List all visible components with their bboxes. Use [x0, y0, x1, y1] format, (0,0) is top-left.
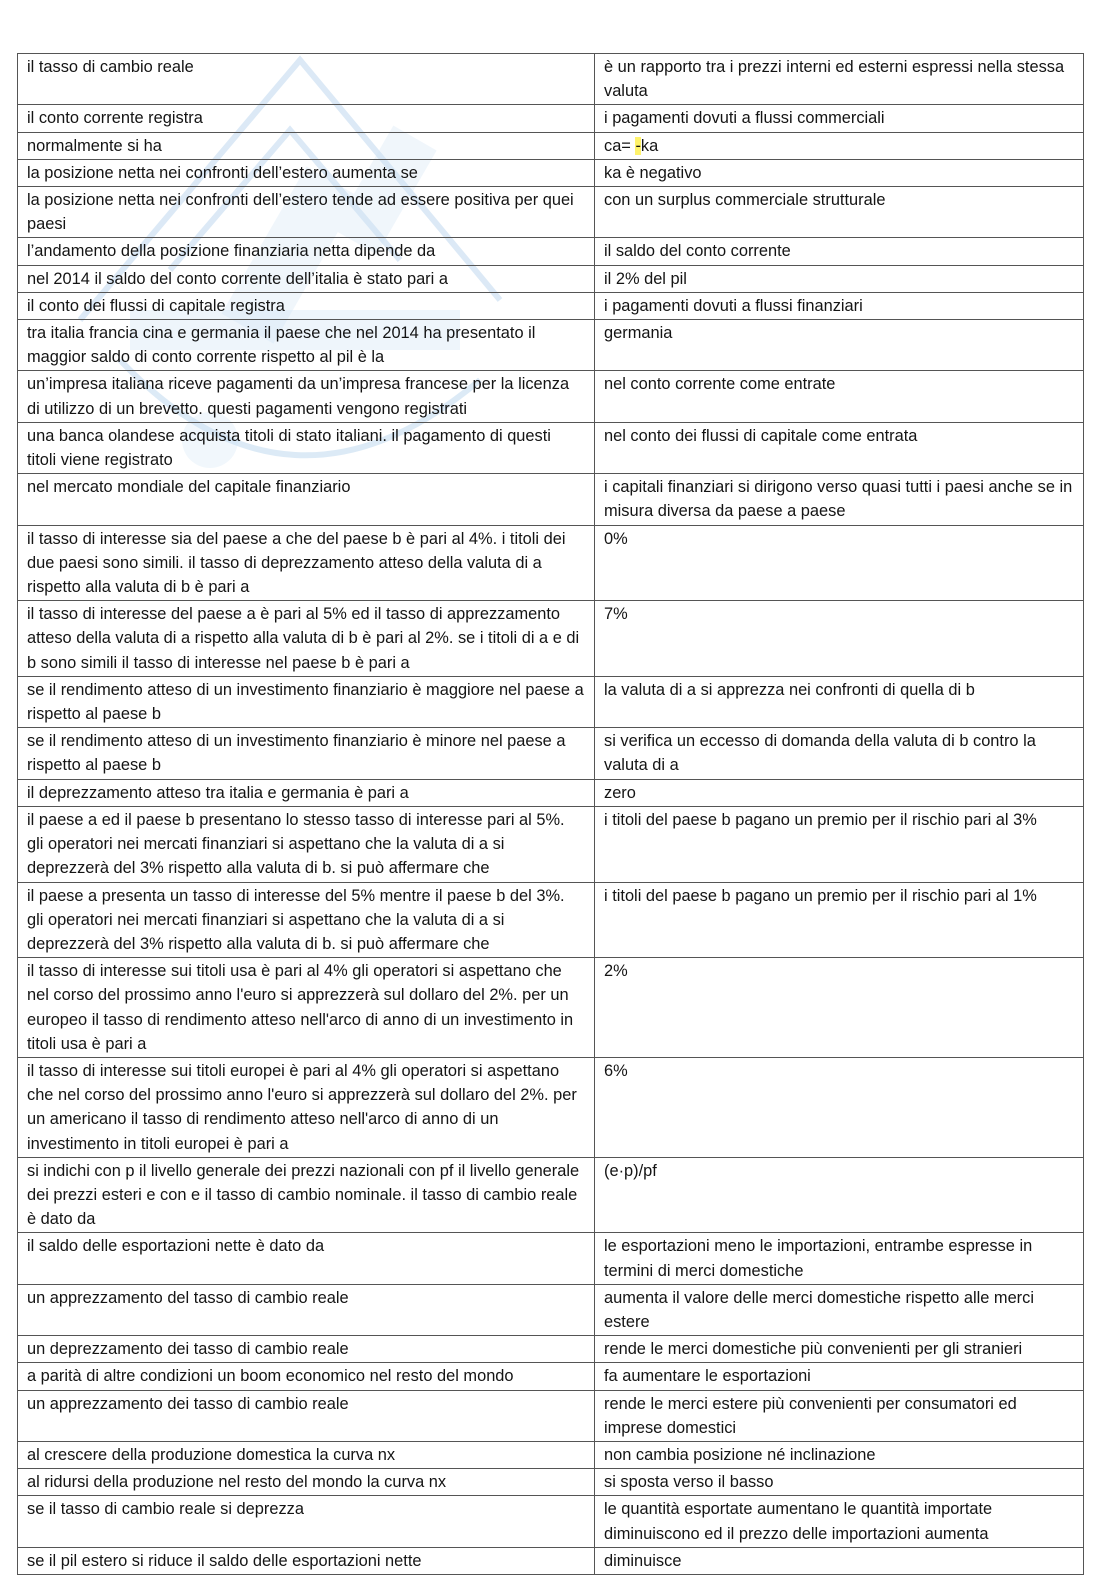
question-cell: se il pil estero si riduce il saldo delle esportazioni nette — [18, 1547, 595, 1574]
question-cell: si indichi con p il livello generale dei prezzi nazionali con pf il livello generale dei prezzi esteri e con e il tasso di cambio nominale. il tasso di cambio reale è dato da — [18, 1157, 595, 1233]
answer-cell: 6% — [595, 1057, 1084, 1157]
answer-cell: le quantità esportate aumentano le quantità importate diminuiscono ed il prezzo delle importazioni aumenta — [595, 1496, 1084, 1547]
question-cell: l’andamento della posizione finanziaria netta dipende da — [18, 238, 595, 265]
question-cell: il paese a ed il paese b presentano lo stesso tasso di interesse pari al 5%. gli operatori nei mercati finanziari si aspettano che la valuta di a si deprezzerà del 3% rispetto alla valuta di b. si può affermare che — [18, 806, 595, 882]
table-row — [18, 1441, 1084, 1468]
table-row — [18, 1469, 1084, 1496]
table-row — [18, 54, 1084, 105]
table-row — [18, 238, 1084, 265]
answer-cell — [595, 132, 1084, 159]
answer-cell: i capitali finanziari si dirigono verso quasi tutti i paesi anche se in misura diversa da paese a paese — [595, 474, 1084, 525]
question-cell: un deprezzamento dei tasso di cambio reale — [18, 1336, 595, 1363]
table-row — [18, 806, 1084, 882]
table-row — [18, 105, 1084, 132]
question-cell: al ridursi della produzione nel resto del mondo la curva nx — [18, 1469, 595, 1496]
table-row — [18, 1057, 1084, 1157]
question-cell: la posizione netta nei confronti dell’estero tende ad essere positiva per quei paesi — [18, 187, 595, 238]
question-cell: al crescere della produzione domestica la curva nx — [18, 1441, 595, 1468]
table-row — [18, 1284, 1084, 1335]
table-row — [18, 1363, 1084, 1390]
answer-cell: rende le merci domestiche più convenienti per gli stranieri — [595, 1336, 1084, 1363]
question-cell: un’impresa italiana riceve pagamenti da un’impresa francese per la licenza di utilizzo di un brevetto. questi pagamenti vengono registrati — [18, 371, 595, 422]
question-cell: normalmente si ha — [18, 132, 595, 159]
table-row — [18, 779, 1084, 806]
table-row — [18, 422, 1084, 473]
table-row — [18, 292, 1084, 319]
table-row — [18, 1336, 1084, 1363]
question-cell: la posizione netta nei confronti dell’estero aumenta se — [18, 159, 595, 186]
answer-cell: con un surplus commerciale strutturale — [595, 187, 1084, 238]
table-row — [18, 1233, 1084, 1284]
answer-cell: germania — [595, 320, 1084, 371]
table-row — [18, 1547, 1084, 1574]
question-cell: una banca olandese acquista titoli di stato italiani. il pagamento di questi titoli viene registrato — [18, 422, 595, 473]
question-cell: a parità di altre condizioni un boom economico nel resto del mondo — [18, 1363, 595, 1390]
highlighted-sign: - — [635, 136, 641, 155]
table-row — [18, 1157, 1084, 1233]
table-row — [18, 676, 1084, 727]
answer-cell: i titoli del paese b pagano un premio per il rischio pari al 3% — [595, 806, 1084, 882]
question-cell: il tasso di interesse del paese a è pari al 5% ed il tasso di apprezzamento atteso della valuta di a rispetto alla valuta di b è pari al 2%. se i titoli di a e di b sono simili il tasso di interesse nel paese b è pari a — [18, 601, 595, 677]
answer-cell: rende le merci estere più convenienti per consumatori ed imprese domestici — [595, 1390, 1084, 1441]
table-row — [18, 371, 1084, 422]
answer-cell: zero — [595, 779, 1084, 806]
answer-cell: la valuta di a si apprezza nei confronti di quella di b — [595, 676, 1084, 727]
table-row — [18, 1390, 1084, 1441]
answer-cell: ka è negativo — [595, 159, 1084, 186]
question-cell: tra italia francia cina e germania il paese che nel 2014 ha presentato il maggior saldo di conto corrente rispetto al pil è la — [18, 320, 595, 371]
table-row — [18, 601, 1084, 677]
table-row — [18, 1496, 1084, 1547]
answer-cell: il 2% del pil — [595, 265, 1084, 292]
answer-cell: fa aumentare le esportazioni — [595, 1363, 1084, 1390]
question-cell: se il rendimento atteso di un investimento finanziario è minore nel paese a rispetto al paese b — [18, 728, 595, 779]
table-row — [18, 265, 1084, 292]
question-cell: il conto corrente registra — [18, 105, 595, 132]
answer-cell: si sposta verso il basso — [595, 1469, 1084, 1496]
question-cell: il tasso di interesse sia del paese a che del paese b è pari al 4%. i titoli dei due paesi sono simili. il tasso di deprezzamento atteso della valuta di a rispetto alla valuta di b è pari a — [18, 525, 595, 601]
question-cell: il paese a presenta un tasso di interesse del 5% mentre il paese b del 3%. gli operatori nei mercati finanziari si aspettano che la valuta di a si deprezzerà del 3% rispetto alla valuta di b. si può affermare che — [18, 882, 595, 958]
table-row — [18, 882, 1084, 958]
question-cell: se il tasso di cambio reale si deprezza — [18, 1496, 595, 1547]
answer-cell: (e·p)/pf — [595, 1157, 1084, 1233]
answer-cell: i titoli del paese b pagano un premio per il rischio pari al 1% — [595, 882, 1084, 958]
answer-prefix: ca= — [604, 136, 636, 155]
answer-cell: nel conto dei flussi di capitale come entrata — [595, 422, 1084, 473]
answer-cell: non cambia posizione né inclinazione — [595, 1441, 1084, 1468]
question-cell: il deprezzamento atteso tra italia e germania è pari a — [18, 779, 595, 806]
table-row — [18, 474, 1084, 525]
table-row — [18, 132, 1084, 159]
answer-cell: 0% — [595, 525, 1084, 601]
table-row — [18, 728, 1084, 779]
question-cell: il tasso di cambio reale — [18, 54, 595, 105]
answer-cell: nel conto corrente come entrate — [595, 371, 1084, 422]
answer-cell: è un rapporto tra i prezzi interni ed esterni espressi nella stessa valuta — [595, 54, 1084, 105]
question-cell: un apprezzamento del tasso di cambio reale — [18, 1284, 595, 1335]
answer-cell: diminuisce — [595, 1547, 1084, 1574]
question-cell: nel 2014 il saldo del conto corrente dell’italia è stato pari a — [18, 265, 595, 292]
answer-cell: si verifica un eccesso di domanda della valuta di b contro la valuta di a — [595, 728, 1084, 779]
answer-cell: i pagamenti dovuti a flussi commerciali — [595, 105, 1084, 132]
question-cell: se il rendimento atteso di un investimento finanziario è maggiore nel paese a rispetto al paese b — [18, 676, 595, 727]
question-cell: un apprezzamento dei tasso di cambio reale — [18, 1390, 595, 1441]
answer-cell: le esportazioni meno le importazioni, entrambe espresse in termini di merci domestiche — [595, 1233, 1084, 1284]
question-cell: il conto dei flussi di capitale registra — [18, 292, 595, 319]
table-row — [18, 187, 1084, 238]
table-row — [18, 958, 1084, 1058]
question-cell: il saldo delle esportazioni nette è dato da — [18, 1233, 595, 1284]
answer-suffix: ka — [640, 136, 659, 155]
question-cell: il tasso di interesse sui titoli europei è pari al 4% gli operatori si aspettano che nel corso del prossimo anno l'euro si apprezzerà sul dollaro del 2%. per un americano il tasso di rendimento atteso nell'arco di anno di un investimento in titoli europei è pari a — [18, 1057, 595, 1157]
table-row — [18, 159, 1084, 186]
answer-cell: aumenta il valore delle merci domestiche rispetto alle merci estere — [595, 1284, 1084, 1335]
answer-cell: 2% — [595, 958, 1084, 1058]
answer-cell: i pagamenti dovuti a flussi finanziari — [595, 292, 1084, 319]
answer-cell: il saldo del conto corrente — [595, 238, 1084, 265]
answer-cell: 7% — [595, 601, 1084, 677]
qa-table — [17, 53, 1084, 1575]
table-row — [18, 320, 1084, 371]
table-row — [18, 525, 1084, 601]
question-cell: il tasso di interesse sui titoli usa è pari al 4% gli operatori si aspettano che nel corso del prossimo anno l'euro si apprezzerà sul dollaro del 2%. per un europeo il tasso di rendimento atteso nell'arco di anno di un investimento in titoli usa è pari a — [18, 958, 595, 1058]
question-cell: nel mercato mondiale del capitale finanziario — [18, 474, 595, 525]
